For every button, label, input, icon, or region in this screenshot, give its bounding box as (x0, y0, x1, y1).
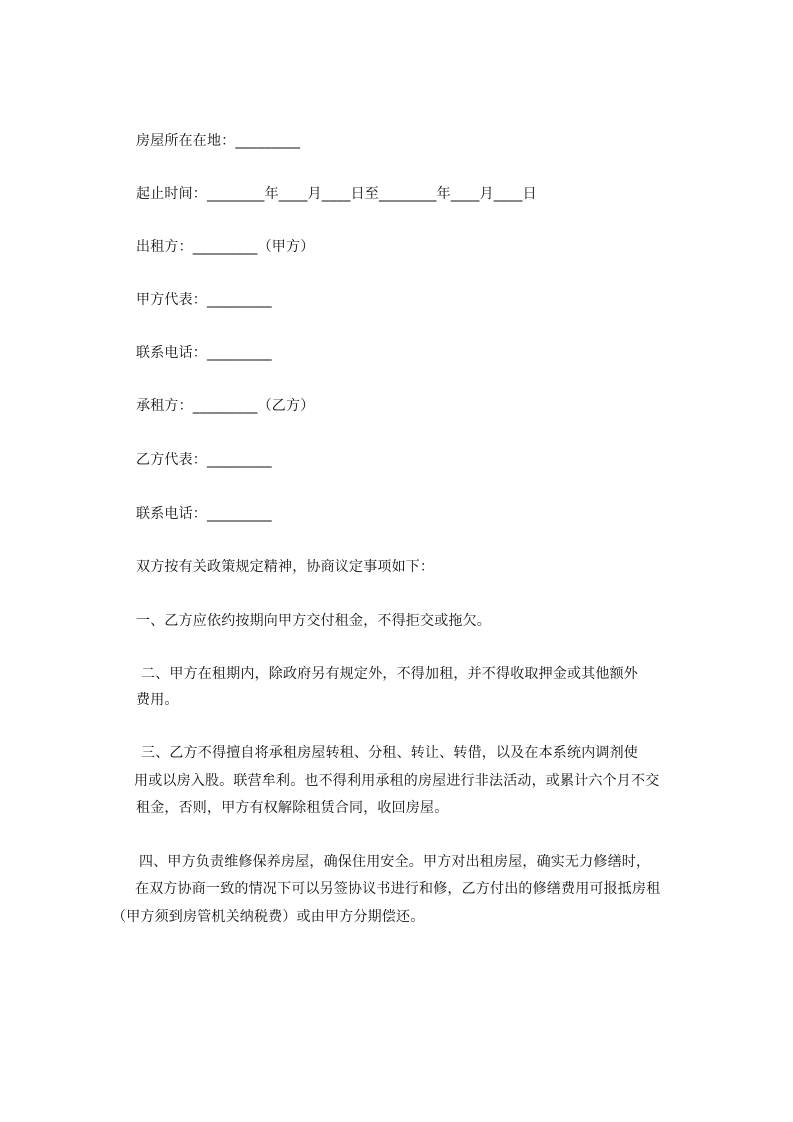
clause-3-line-1: 三、乙方不得擅自将承租房屋转租、分租、转让、转借，以及在本系统内调剂使 (141, 745, 638, 761)
clause-3-line-2: 用或以房入股。联营牟利。也不得利用承租的房屋进行非法活动，或累计六个月不交 (134, 773, 660, 789)
clause-3-line-3: 租金，否则，甲方有权解除租赁合同，收回房屋。 (136, 800, 449, 816)
intro-text: 双方按有关政策规定精神，协商议定事项如下： (136, 559, 435, 575)
clause-2-line-1: 二、甲方在租期内，除政府另有规定外，不得加租，并不得收取押金或其他额外 (141, 666, 638, 682)
field-lessor-phone: 联系电话：_________ (136, 345, 272, 361)
field-period: 起止时间：________年____月____日至________年____月____日 (136, 186, 537, 202)
clause-4-line-3: （甲方须到房管机关纳税费）或由甲方分期偿还。 (112, 909, 425, 925)
clause-2-line-2: 费用。 (136, 692, 179, 708)
field-lessee-phone: 联系电话：_________ (136, 506, 272, 522)
field-lessee: 承租方：_________（乙方） (136, 398, 315, 414)
clause-4-line-1: 四、甲方负责维修保养房屋，确保住用安全。甲方对出租房屋，确实无力修缮时， (139, 854, 651, 870)
field-lessor-representative: 甲方代表：_________ (136, 292, 272, 308)
clause-4-line-2: 在双方协商一致的情况下可以另签协议书进行和修，乙方付出的修缮费用可报抵房租 (135, 881, 661, 897)
field-lessee-representative: 乙方代表：_________ (136, 452, 272, 468)
field-location: 房屋所在在地：_________ (136, 133, 301, 149)
clause-1: 一、乙方应依约按期向甲方交付租金，不得拒交或拖欠。 (136, 613, 491, 629)
field-lessor: 出租方：_________（甲方） (136, 239, 315, 255)
